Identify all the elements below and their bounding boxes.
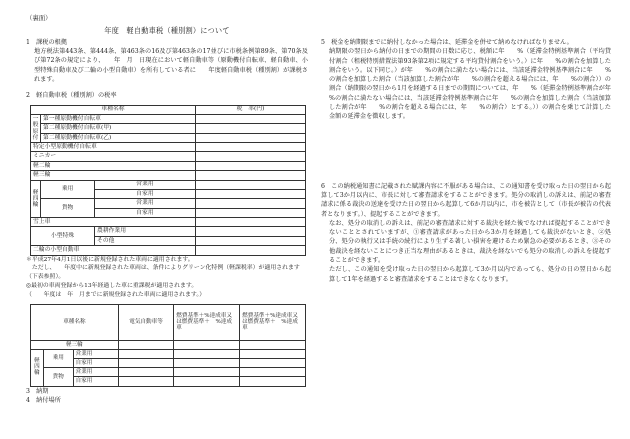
rate-cell [196, 189, 306, 198]
alt-private-use: 自家用 [73, 377, 118, 386]
rate-cell [196, 180, 306, 189]
rate-cell [196, 218, 306, 227]
alt-business-use: 営業用 [73, 349, 118, 358]
private-use: 自家用 [95, 208, 196, 217]
section-5-heading: 5 税金を納期限までに納付しなかった場合は、延滞金を併せて納めなければなりません。 [321, 39, 573, 46]
business-use: 営業用 [95, 199, 196, 208]
rate-cell [118, 359, 174, 368]
rate-cell [240, 368, 306, 377]
section-4-heading: 4 納付場所 [26, 396, 61, 404]
section-1-body: 地方税法第443条、第444条、第463条の16及び第463条の17並びに市税条例第89条、第70条及び第72条の規定により、 年 月 日現在において軽自動車等（原動機付自転車、軽自動車、小型特殊自動車及び二輪の小型自動車）を所有している者に 年度軽自動車税（種別割）が課税されます。 [34, 48, 308, 83]
rate-cell [196, 246, 306, 255]
table-row [31, 349, 306, 358]
rate-cell [174, 340, 240, 349]
alt-four-wheel-group-label: 軽 四 輪 [31, 349, 44, 386]
alt-private-use: 自家用 [73, 359, 118, 368]
light-three-wheel: 軽三輪 [31, 171, 196, 180]
table-row [31, 199, 306, 208]
section-6-body-2: ただし、この通知を受け取った日の翌日から起算して3か月以内であっても、処分の日の翌日から起算して1年を経過すると審査請求をすることはできなくなります。 [329, 266, 611, 283]
moped-class-2a: 第二種原動機付自転車(甲) [41, 124, 196, 133]
rate-cell [196, 227, 306, 236]
page-side-label: （裏面） [26, 14, 52, 22]
four-wheel-group-label: 軽 四 輪 [31, 180, 41, 218]
table-row [31, 105, 306, 114]
table-row [31, 161, 306, 170]
rate-cell [196, 161, 306, 170]
table-row [31, 227, 306, 236]
rate-cell [196, 133, 306, 142]
page-title: 年度 軽自動車税（種別割）について [104, 26, 230, 35]
table-row [31, 246, 306, 255]
table-row [31, 133, 306, 142]
table-row [31, 152, 306, 161]
rate-cell [240, 340, 306, 349]
rate-cell [240, 377, 306, 386]
rate-cell [118, 349, 174, 358]
left-column [26, 26, 308, 405]
alt-business-use: 営業用 [73, 368, 118, 377]
rate-cell [174, 368, 240, 377]
rate-cell [174, 349, 240, 358]
light-two-wheel: 軽二輪 [31, 161, 196, 170]
rate-cell [240, 359, 306, 368]
snowmobile: 雪上車 [31, 218, 196, 227]
rate-cell [240, 349, 306, 358]
table-row [31, 171, 306, 180]
note-line-2: ただし、 年度中に新規登録された車両は、条件によりグリーン化特例（軽課税率）が適用されます（下表参照）。 [26, 265, 300, 281]
rate-cell [174, 377, 240, 386]
rate-cell [196, 208, 306, 217]
rate-cell [118, 368, 174, 377]
rate-cell [196, 171, 306, 180]
tax-rate-table [30, 105, 306, 256]
right-column [321, 38, 624, 284]
note-line-4: （ 年度は 年 月までに新規登録された車両に適用されます。） [26, 292, 206, 299]
alt-header-ev: 電気自動車等 [118, 304, 174, 340]
other-use: その他 [95, 236, 196, 245]
section-1-heading: 1 課税の根拠 [26, 38, 68, 46]
header-tax-rate: 税 率(円) [196, 105, 306, 114]
note-line-1: ＊平成27年4月1日以後に新規登録された車両に適用されます。 [26, 256, 194, 263]
alt-header-vehicle-name: 車種名称 [31, 304, 119, 340]
section-3-heading: 3 納期 [26, 387, 49, 395]
moped-class-2b: 第二種原動機付自転車(乙) [41, 133, 196, 142]
section-6-body-1: なお、処分の取消しの訴えは、前記の審査請求に対する裁決を経た後でなければ提起することができないこととされていますが、①審査請求があった日から3か月を経過しても裁決がないとき、②処分、処分の執行又は手続の続行により生ずる著しい損害を避けるため緊急の必要があるとき、③その他裁決を経ないことにつき正当な理由があるときは、裁決を経ないでも処分の取消しの訴えを提起することができます。 [329, 219, 611, 265]
section-6-heading: 6 この納税通知書に記載された賦課内容に不服がある場合は、この通知書を受け取った日の翌日から起算して3か月以内に、市長に対して審査請求をすることができます。処分の取消しの訴えは、前記の審査請求に係る裁決の送達を受けた日の翌日から起算して6か月以内に、市を被告として（市長が被告の代表者となります。）、提起することができます。 [321, 182, 611, 218]
special-small-moped: 特定小型原動機付自転車 [31, 143, 196, 152]
rate-cell [196, 124, 306, 133]
rate-cell [196, 152, 306, 161]
rate-cell [196, 143, 306, 152]
table-row [31, 340, 306, 349]
rate-cell [196, 114, 306, 123]
table-row [31, 218, 306, 227]
moped-class-1: 第一種原動機付自転車 [41, 114, 196, 123]
alt-header-fuel-1: 燃費基準＋%達成車又は燃費基準＋ %達成車 [174, 304, 240, 340]
cargo-label: 貨物 [41, 199, 95, 218]
moped-group-label: 一 般 原 付 [31, 114, 41, 142]
table-row [31, 114, 306, 123]
section-2-heading: 2 軽自動車税（種別割）の税率 [26, 92, 117, 100]
alt-header-fuel-2: 燃費基準＋%達成車又は燃費基準＋ %達成車 [240, 304, 306, 340]
table-row [31, 368, 306, 377]
alt-light-three-wheel: 軽三輪 [31, 340, 119, 349]
section-5-body: 納期限の翌日から納付の日までの期間の日数に応じ、税額に年 %（延滞金特例基準割合（平均貸付割合（租税特別措置法第93条第2項に規定する平均貸付割合をいう。）に年 %の割合を加算した割合をいう。以下同じ。）が年 %の割合に満たない場合には、当該延滞金特例基準割合に年 %の割合を加算した割合（当該加算した割合が年 %の割合を超える場合には、年 %の割合））の割合（納期限の翌日から1月を経過する日までの期間については、年 %（延滞金特例基準割合が年 %の割合に満たない場合には、当該延滞金特例基準割合に年 %の割合を加算した割合（当該加算した割合が年 %の割合を超える場合には、年 %の割合）とする。））の割合を乗じて計算した金額の延滞金を徴収します。 [329, 48, 624, 121]
rate-cell [118, 377, 174, 386]
rate-cell [196, 199, 306, 208]
alt-cargo-label: 貨物 [43, 368, 73, 386]
header-vehicle-name: 車種名称 [31, 105, 196, 114]
small-special-label: 小型特殊 [31, 227, 95, 246]
green-special-rate-table [30, 304, 306, 387]
minicar: ミニカー [31, 152, 196, 161]
table-row [31, 304, 306, 340]
private-use: 自家用 [95, 189, 196, 198]
two-wheel-small-car: 二輪の小型自動車 [31, 246, 196, 255]
passenger-label: 乗用 [41, 180, 95, 199]
rate-cell [174, 359, 240, 368]
rate-cell [196, 236, 306, 245]
rate-cell [118, 340, 174, 349]
business-use: 営業用 [95, 180, 196, 189]
note-line-3: ◎最初の車両登録から13年経過した車に重課税が適用されます。 [26, 283, 198, 290]
table-row [31, 143, 306, 152]
alt-passenger-label: 乗用 [43, 349, 73, 367]
table-row [31, 180, 306, 189]
table-row [31, 124, 306, 133]
farm-use: 農耕作業用 [95, 227, 196, 236]
